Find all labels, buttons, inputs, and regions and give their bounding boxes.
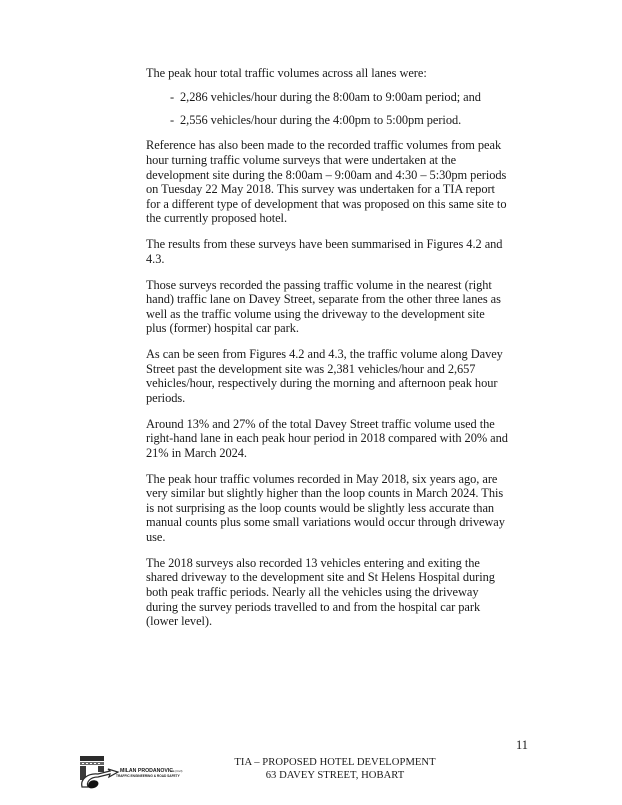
- svg-text:B.E.(Civil): B.E.(Civil): [170, 769, 183, 773]
- svg-text:TRAFFIC ENGINEERING & ROAD SAF: TRAFFIC ENGINEERING & ROAD SAFETY: [116, 774, 180, 778]
- paragraph-reference-surveys: Reference has also been made to the recorded traffic volumes from peak hour turning traffic volume surveys that were undertaken at the development site during the 8:00am – 9:00am and 4:30 – 5:30pm periods on Tuesday 22 May 2018. This survey was undertaken for a TIA report for a different type of development that was proposed on this same site to the currently proposed hotel.: [146, 138, 507, 226]
- bullet-item-am: [146, 90, 508, 105]
- footer-title-line2: 63 DAVEY STREET, HOBART: [265, 769, 405, 781]
- paragraph-right-lane-share: Around 13% and 27% of the total Davey Street traffic volume used the right-hand lane in each peak hour period in 2018 compared with 20% and 21% in March 2024.: [146, 416, 508, 460]
- company-logo: [76, 753, 186, 791]
- paragraph-results-summary: The results from these surveys have been summarised in Figures 4.2 and 4.3.: [146, 237, 503, 266]
- bullet-text: 2,286 vehicles/hour during the 8:00am to 9:00am period; and: [180, 89, 481, 104]
- body-text: [146, 66, 508, 640]
- paragraph-passing-volume: Those surveys recorded the passing traffic volume in the nearest (right hand) traffic lane on Davey Street, separate from the other three lanes as well as the traffic volume using the driveway to the development site plus (former) hospital car park.: [146, 277, 501, 336]
- paragraph-driveway-vehicles: The 2018 surveys also recorded 13 vehicles entering and exiting the shared driveway to the development site and St Helens Hospital during both peak traffic periods. Nearly all the vehicles using the driveway during the survey periods travelled to and from the hospital car park (lower level).: [146, 555, 495, 629]
- bullet-text: 2,556 vehicles/hour during the 4:00pm to 5:00pm period.: [180, 112, 462, 127]
- paragraph-comparison: The peak hour traffic volumes recorded in May 2018, six years ago, are very similar but slightly higher than the loop counts in March 2024. This is not surprising as the loop counts would be slightly less accurate than manual counts plus some small variations would occur through driveway use.: [146, 471, 505, 544]
- logo-name: MILAN PRODANOVIC: [120, 768, 174, 774]
- bullet-item-pm: [146, 113, 508, 128]
- footer-title-line1: TIA – PROPOSED HOTEL DEVELOPMENT: [234, 757, 436, 768]
- dash-icon: -: [170, 112, 175, 127]
- paragraph-davey-street-volume: As can be seen from Figures 4.2 and 4.3, the traffic volume along Davey Street past the development site was 2,381 vehicles/hour and 2,657 vehicles/hour, respectively during the morning and afternoon peak hour periods.: [146, 347, 503, 405]
- company-logo-icon: [76, 753, 186, 791]
- volume-bullet-list: [146, 90, 508, 128]
- footer-title: [230, 757, 440, 782]
- intro-paragraph: The peak hour total traffic volumes across all lanes were:: [146, 66, 427, 80]
- page-number: 11: [516, 738, 528, 752]
- dash-icon: -: [170, 89, 175, 104]
